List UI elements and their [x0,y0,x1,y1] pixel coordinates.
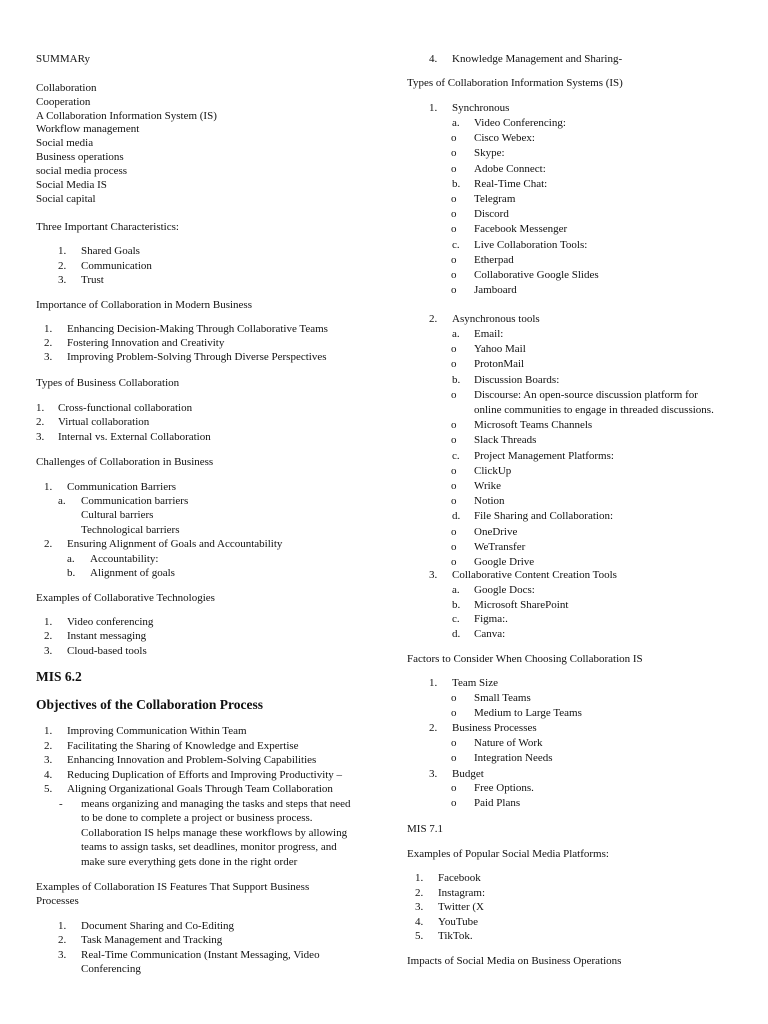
bullet-marker: o [451,480,457,492]
list-number: 4. [44,769,53,781]
list-item: File Sharing and Collaboration: [474,510,614,523]
list-item: Slack Threads [474,434,537,447]
list-number: 2. [36,416,45,428]
list-item: Discussion Boards: [474,373,560,386]
list-item: Conferencing [81,963,141,975]
list-item: Adobe Connect: [474,162,546,175]
list-item: Collaborative Google Slides [474,269,599,281]
list-number: 2. [58,260,67,272]
list-item: Cloud-based tools [67,645,147,657]
list-item: Facebook Messenger [474,223,568,236]
list-letter: b. [452,598,461,611]
list-letter: b. [67,567,76,579]
list-item: Live Collaboration Tools: [474,238,588,251]
bullet-marker: o [451,284,457,297]
list-item: Notion [474,495,505,508]
list-letter: c. [452,449,460,462]
list-number: 1. [44,616,53,628]
list-letter: a. [452,117,460,129]
list-item: Knowledge Management and Sharing- [452,53,623,65]
list-letter: d. [452,510,461,523]
section-heading: Types of Business Collaboration [36,377,180,389]
list-item: Microsoft SharePoint [474,598,569,611]
summary-item: Collaboration [36,82,97,94]
list-item: Reducing Duplication of Efforts and Improving Productivity – [67,769,343,781]
list-item: Project Management Platforms: [474,449,614,462]
list-item: Facilitating the Sharing of Knowledge and Expertise [67,740,299,752]
list-number: 1. [58,920,67,932]
bullet-marker: o [451,162,457,175]
list-number: 2. [44,337,53,349]
list-item: Collaborative Content Creation Tools [452,569,617,581]
bullet-marker: o [451,269,457,281]
list-letter: b. [452,373,461,386]
list-item: Microsoft Teams Channels [474,419,593,432]
bullet-marker: o [451,343,457,356]
list-number: 2. [44,538,53,550]
section-heading: MIS 7.1 [407,823,444,835]
section-heading: Types of Collaboration Information Systems (IS) [407,77,623,89]
list-item: Facebook [438,872,481,884]
list-item: Google Drive [474,556,535,568]
section-heading: Impacts of Social Media on Business Operations [407,955,622,967]
list-number: 3. [429,569,438,581]
bullet-marker: o [451,797,457,809]
list-number: 1. [44,323,53,335]
list-number: 1. [429,102,438,114]
list-number: 3. [44,351,53,363]
bullet-marker: o [451,434,457,447]
list-letter: a. [58,495,66,507]
list-number: 3. [36,431,45,443]
list-item: Figma:. [474,613,508,626]
list-number: 3. [58,274,67,286]
note-line: make sure everything gets done in the right order [81,856,298,868]
list-item: Small Teams [474,692,531,704]
bullet-marker: o [451,495,457,508]
list-item: WeTransfer [474,540,526,553]
section-heading: Examples of Popular Social Media Platforms: [407,848,609,860]
list-item: Real-Time Communication (Instant Messaging, Video [81,949,320,961]
list-number: 1. [36,402,45,414]
list-number: 2. [44,740,53,752]
list-item: Wrike [474,480,502,492]
list-item: Budget [452,768,484,780]
list-item: Nature of Work [474,737,543,749]
list-item: Trust [81,274,104,286]
list-item: Jamboard [474,284,517,297]
list-number: 2. [429,313,438,325]
bullet-marker: o [451,419,457,432]
list-item: Free Options. [474,782,534,794]
list-item: online communities to engage in threaded discussions. [474,404,714,416]
bullet-marker: o [451,464,457,477]
list-number: 1. [415,872,424,884]
list-item: Cisco Webex: [474,132,535,145]
list-item: Business Processes [452,722,537,734]
list-number: 1. [429,677,438,689]
summary-item: Social Media IS [36,179,107,191]
list-item: Integration Needs [474,752,553,764]
list-item: ClickUp [474,464,512,477]
note-line: means organizing and managing the tasks and steps that need [81,798,351,810]
list-letter: c. [452,238,460,251]
section-heading: Examples of Collaborative Technologies [36,592,215,604]
list-item: Email: [474,328,504,340]
list-item: Synchronous [452,102,510,114]
bullet-marker: o [451,253,457,266]
list-number: 2. [44,630,53,642]
list-item: Accountability: [90,553,159,565]
summary-item: Business operations [36,151,124,163]
list-item: Yahoo Mail [474,343,526,356]
section-heading: Three Important Characteristics: [36,221,179,233]
list-item: Improving Communication Within Team [67,725,247,737]
bullet-marker: o [451,707,457,719]
list-item: Etherpad [474,253,514,266]
list-number: 2. [415,887,424,899]
list-item: Instant messaging [67,630,147,642]
list-item: Document Sharing and Co-Editing [81,920,235,932]
note-line: teams to assign tasks, set deadlines, monitor progress, and [81,841,337,853]
list-number: 3. [44,645,53,657]
list-item: ProtonMail [474,358,525,371]
list-item: Internal vs. External Collaboration [58,431,211,443]
list-item: Communication barriers [81,495,189,507]
dash-bullet: - [59,798,63,810]
list-letter: b. [452,177,461,190]
list-letter: a. [67,553,75,565]
list-item: Discourse: An open-source discussion platform for [474,388,698,401]
list-number: 2. [58,934,67,946]
section-heading: Challenges of Collaboration in Business [36,456,214,468]
list-item: Communication [81,260,152,272]
list-item: Google Docs: [474,584,535,596]
list-item: Canva: [474,628,506,641]
list-item: Instagram: [438,887,486,899]
list-item: OneDrive [474,525,518,538]
section-heading: Processes [36,895,79,907]
list-item: Asynchronous tools [452,313,540,325]
summary-item: Cooperation [36,96,91,108]
bullet-marker: o [451,193,457,205]
summary-item: social media process [36,165,128,177]
list-number: 3. [44,754,53,766]
summary-item: Workflow management [36,123,140,135]
bullet-marker: o [451,208,457,221]
list-item: Alignment of goals [90,567,175,579]
bullet-marker: o [451,540,457,553]
list-letter: d. [452,628,461,641]
list-item: Twitter (X [438,901,484,913]
list-number: 1. [44,725,53,737]
summary-item: Social capital [36,193,96,205]
list-item: Paid Plans [474,797,521,809]
section-title: Objectives of the Collaboration Process [36,697,263,712]
bullet-marker: o [451,132,457,145]
list-item: Task Management and Tracking [81,934,223,946]
list-item: Fostering Innovation and Creativity [67,337,225,349]
list-item: Communication Barriers [67,481,177,493]
list-number: 3. [429,768,438,780]
summary-item: Social media [36,137,94,149]
list-item: Enhancing Innovation and Problem-Solving Capabilities [67,754,317,766]
bullet-marker: o [451,358,457,371]
bullet-marker: o [451,692,457,704]
section-heading: Importance of Collaboration in Modern Business [36,299,252,311]
list-item: Technological barriers [81,524,180,536]
bullet-marker: o [451,556,457,568]
bullet-marker: o [451,147,457,160]
list-number: 5. [44,783,53,795]
list-number: 3. [58,949,67,961]
list-item: Skype: [474,147,505,160]
list-item: Cross-functional collaboration [58,402,193,414]
bullet-marker: o [451,388,457,401]
note-line: to be done to complete a project or business process. [81,812,313,824]
list-number: 4. [429,53,438,65]
list-item: Team Size [452,677,498,689]
list-item: Shared Goals [81,245,140,257]
list-item: Real-Time Chat: [474,177,548,190]
list-item: TikTok. [438,930,473,942]
list-item: Aligning Organizational Goals Through Team Collaboration [67,783,333,795]
bullet-marker: o [451,525,457,538]
list-item: Enhancing Decision-Making Through Collaborative Teams [67,323,328,335]
list-item: Video Conferencing: [474,117,566,129]
list-item: Ensuring Alignment of Goals and Accountability [67,538,283,550]
list-number: 2. [429,722,438,734]
list-number: 1. [58,245,67,257]
list-item: Medium to Large Teams [474,707,582,719]
list-number: 4. [415,916,424,928]
list-item: Improving Problem-Solving Through Diverse Perspectives [67,351,327,363]
list-number: 3. [415,901,424,913]
list-item: Video conferencing [67,616,154,628]
list-item: Cultural barriers [81,509,154,521]
section-title: MIS 6.2 [36,669,82,684]
bullet-marker: o [451,752,457,764]
list-number: 5. [415,930,424,942]
list-item: Telegram [474,193,516,205]
section-heading: Examples of Collaboration IS Features That Support Business [36,881,310,893]
bullet-marker: o [451,223,457,236]
list-number: 1. [44,481,53,493]
section-heading: Factors to Consider When Choosing Collaboration IS [407,653,643,665]
list-letter: a. [452,584,460,596]
note-line: Collaboration IS helps manage these workflows by allowing [81,827,348,839]
summary-item: A Collaboration Information System (IS) [36,110,217,122]
list-letter: c. [452,613,460,626]
list-item: Virtual collaboration [58,416,150,428]
bullet-marker: o [451,782,457,794]
summary-heading: SUMMARy [36,53,90,65]
list-item: Discord [474,208,509,221]
bullet-marker: o [451,737,457,749]
list-letter: a. [452,328,460,340]
list-item: YouTube [438,916,479,928]
